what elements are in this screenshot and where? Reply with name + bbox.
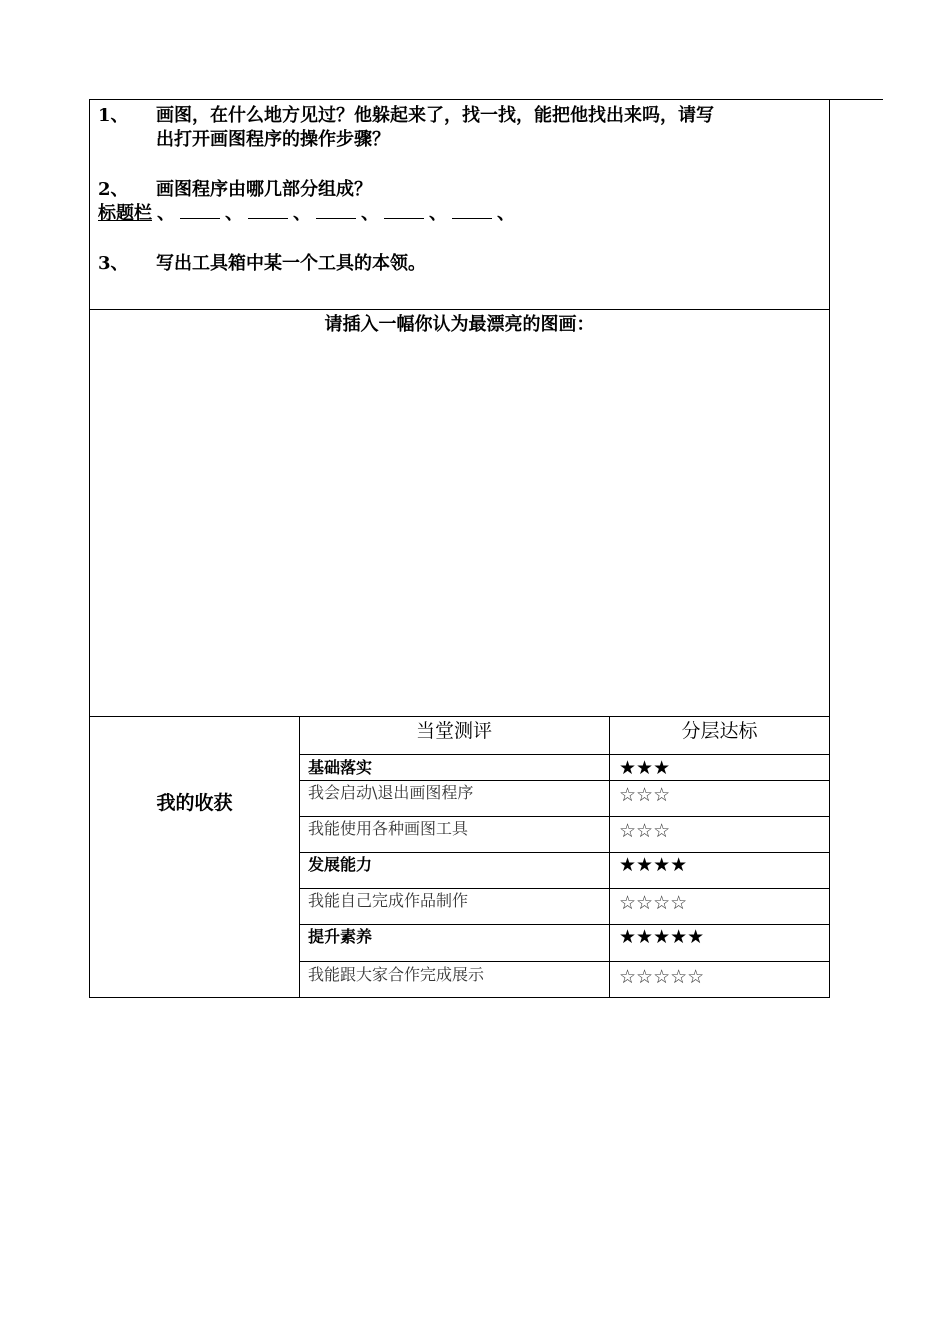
category-basic: 基础落实 bbox=[308, 758, 373, 777]
answer-blank[interactable] bbox=[452, 202, 492, 219]
column-header-evaluation: 当堂测评 bbox=[415, 720, 492, 742]
category-basic-stars: ★★★ bbox=[619, 757, 671, 779]
eval-item-stars[interactable]: ☆☆☆ bbox=[619, 784, 671, 806]
my-gains-label: 我的收获 bbox=[156, 792, 233, 814]
eval-item-stars[interactable]: ☆☆☆☆ bbox=[619, 892, 688, 914]
insert-picture-section[interactable] bbox=[89, 309, 830, 717]
eval-item: 我能自己完成作品制作 bbox=[308, 891, 469, 910]
column-header-level: 分层达标 bbox=[681, 720, 758, 742]
separator: 、 bbox=[157, 203, 175, 224]
question-2-number: 2、 bbox=[98, 179, 129, 200]
eval-item: 我能使用各种画图工具 bbox=[308, 819, 469, 838]
category-improve: 提升素养 bbox=[308, 927, 373, 946]
answer-blank[interactable] bbox=[316, 202, 356, 219]
question-2-text: 画图程序由哪几部分组成？ bbox=[156, 179, 372, 200]
answer-title-bar: 标题栏 bbox=[98, 203, 152, 224]
table-row-divider bbox=[299, 754, 830, 755]
question-1-number: 1、 bbox=[98, 105, 129, 126]
answer-blank[interactable] bbox=[248, 202, 288, 219]
table-divider bbox=[609, 717, 610, 997]
table-row-divider bbox=[299, 852, 830, 853]
answer-blank[interactable] bbox=[180, 202, 220, 219]
eval-item: 我会启动\退出画图程序 bbox=[308, 783, 474, 802]
table-top-line-extension bbox=[829, 99, 883, 100]
questions-section bbox=[89, 99, 830, 310]
eval-item-stars[interactable]: ☆☆☆ bbox=[619, 820, 671, 842]
question-1-text-continued: 出打开画图程序的操作步骤？ bbox=[156, 129, 390, 150]
table-row-divider bbox=[299, 924, 830, 925]
insert-picture-title: 请插入一幅你认为最漂亮的图画： bbox=[324, 314, 595, 335]
separator: 、 bbox=[361, 203, 379, 224]
question-1-text: 画图，在什么地方见过？他躲起来了，找一找，能把他找出来吗，请写 bbox=[156, 105, 714, 126]
table-divider bbox=[299, 717, 300, 997]
category-improve-stars: ★★★★★ bbox=[619, 926, 705, 948]
category-develop: 发展能力 bbox=[308, 855, 373, 874]
separator: 、 bbox=[225, 203, 243, 224]
question-3-number: 3、 bbox=[98, 253, 129, 274]
answer-blank[interactable] bbox=[384, 202, 424, 219]
table-row-divider bbox=[299, 961, 830, 962]
separator: 、 bbox=[293, 203, 311, 224]
eval-item: 我能跟大家合作完成展示 bbox=[308, 965, 485, 984]
separator: 、 bbox=[497, 203, 515, 224]
evaluation-table bbox=[89, 716, 830, 998]
category-develop-stars: ★★★★ bbox=[619, 854, 688, 876]
eval-item-stars[interactable]: ☆☆☆☆☆ bbox=[619, 966, 705, 988]
fill-in-answer-line bbox=[98, 201, 520, 226]
separator: 、 bbox=[429, 203, 447, 224]
question-3-text: 写出工具箱中某一个工具的本领。 bbox=[156, 253, 426, 274]
